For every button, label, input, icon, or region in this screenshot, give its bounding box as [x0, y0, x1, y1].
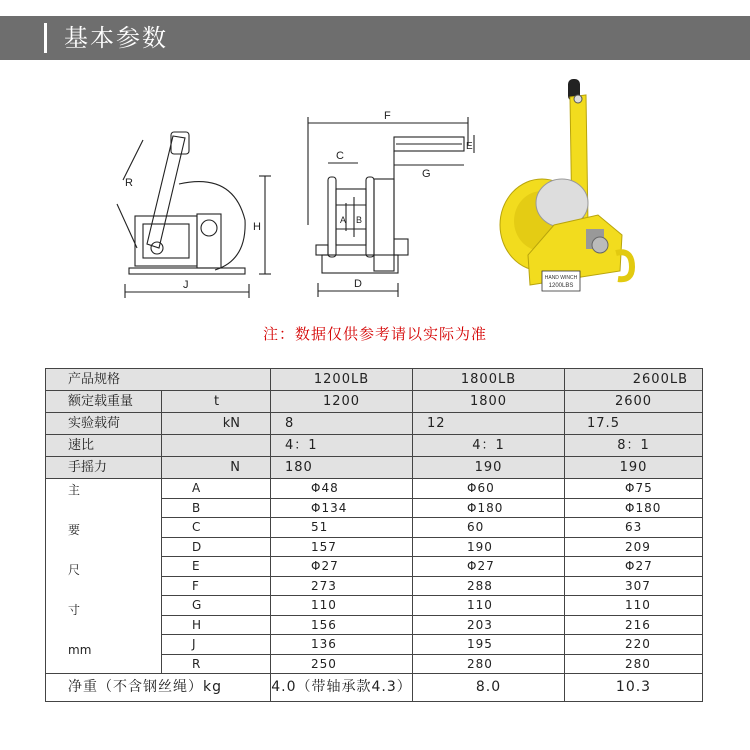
- dimension-value: 51: [271, 518, 413, 538]
- table-row: [46, 391, 703, 413]
- row-value: 1800: [413, 391, 565, 413]
- row-value: 4：1: [413, 435, 565, 457]
- dimension-value: Φ48: [271, 479, 413, 499]
- dimension-value: 195: [413, 635, 565, 655]
- dimension-name: F: [162, 576, 271, 596]
- dimension-name: E: [162, 557, 271, 577]
- section-title: 基本参数: [64, 24, 168, 52]
- weight-row: [46, 674, 703, 702]
- row-label: 额定载重量: [46, 391, 162, 413]
- header-label: 产品规格: [46, 369, 271, 391]
- row-value: 8：1: [565, 435, 703, 457]
- row-unit: t: [162, 391, 271, 413]
- dimension-value: 203: [413, 615, 565, 635]
- dimension-value: 216: [565, 615, 703, 635]
- dimension-value: Φ27: [271, 557, 413, 577]
- dim-label-f: F: [384, 110, 391, 122]
- dimension-row: [46, 479, 703, 499]
- dimension-value: 220: [565, 635, 703, 655]
- plate-line-1: HAND WINCH: [544, 275, 578, 281]
- dimension-value: 136: [271, 635, 413, 655]
- dimension-value: 307: [565, 576, 703, 596]
- table-row: [46, 435, 703, 457]
- dimension-name: B: [162, 498, 271, 518]
- group-char: 要: [68, 522, 81, 537]
- row-label: 实验载荷: [46, 413, 162, 435]
- dimension-name: J: [162, 635, 271, 655]
- dimension-value: 209: [565, 537, 703, 557]
- dimension-value: 157: [271, 537, 413, 557]
- dimension-value: 250: [271, 654, 413, 674]
- winch-front-view-diagram: [300, 105, 480, 305]
- header-col-2600: 2600LB: [565, 369, 703, 391]
- dim-label-c: C: [336, 150, 344, 162]
- dim-label-h: H: [253, 221, 261, 233]
- dimension-name: A: [162, 479, 271, 499]
- weight-label: 净重（不含钢丝绳）kg: [46, 674, 271, 702]
- row-label: 速比: [46, 435, 162, 457]
- dimension-value: 63: [565, 518, 703, 538]
- row-value: 4：1: [271, 435, 413, 457]
- dimension-value: Φ134: [271, 498, 413, 518]
- dimension-value: 288: [413, 576, 565, 596]
- table-row: [46, 413, 703, 435]
- row-value: 180: [271, 457, 413, 479]
- section-header: [0, 16, 750, 60]
- group-char: 尺: [68, 562, 81, 577]
- dimension-value: Φ27: [565, 557, 703, 577]
- dimension-value: Φ75: [565, 479, 703, 499]
- dimension-value: 273: [271, 576, 413, 596]
- disclaimer-note: 注：数据仅供参考请以实际为准: [262, 325, 487, 343]
- dimension-value: 110: [565, 596, 703, 616]
- dimension-value: 60: [413, 518, 565, 538]
- dimension-value: 110: [271, 596, 413, 616]
- dimension-name: H: [162, 615, 271, 635]
- row-value: 1200: [271, 391, 413, 413]
- dimension-name: C: [162, 518, 271, 538]
- row-value: 2600: [565, 391, 703, 413]
- winch-product-photo: [490, 75, 660, 300]
- dimension-value: 110: [413, 596, 565, 616]
- dimension-value: Φ60: [413, 479, 565, 499]
- dim-label-r: R: [125, 177, 133, 189]
- header-col-1200: 1200LB: [271, 369, 413, 391]
- group-char: 主: [68, 483, 81, 497]
- dimension-name: R: [162, 654, 271, 674]
- row-unit: [162, 435, 271, 457]
- dim-label-a: A: [340, 215, 347, 225]
- dim-label-j: J: [183, 279, 189, 291]
- row-value: 190: [565, 457, 703, 479]
- dimension-group-label: [46, 479, 162, 674]
- dimension-name: G: [162, 596, 271, 616]
- dimension-value: Φ180: [565, 498, 703, 518]
- dim-label-g: G: [422, 168, 431, 180]
- dimension-name: D: [162, 537, 271, 557]
- table-row: [46, 457, 703, 479]
- dimension-value: Φ27: [413, 557, 565, 577]
- row-label: 手摇力: [46, 457, 162, 479]
- dimension-value: 156: [271, 615, 413, 635]
- dim-label-d: D: [354, 278, 362, 290]
- header-col-1800: 1800LB: [413, 369, 565, 391]
- winch-side-view-diagram: [115, 120, 275, 305]
- weight-value: 8.0: [413, 674, 565, 702]
- dimension-value: 280: [565, 654, 703, 674]
- row-unit: kN: [162, 413, 271, 435]
- dimension-value: 190: [413, 537, 565, 557]
- row-value: 8: [271, 413, 413, 435]
- row-value: 12: [413, 413, 565, 435]
- dimension-value: Φ180: [413, 498, 565, 518]
- row-value: 17.5: [565, 413, 703, 435]
- dim-label-b: B: [356, 215, 363, 225]
- dim-label-e: E: [466, 141, 473, 152]
- plate-line-2: 1200LBS: [548, 283, 574, 289]
- table-header-row: [46, 369, 703, 391]
- weight-value: 4.0（带轴承款4.3）: [271, 674, 413, 702]
- group-char: mm: [68, 642, 92, 657]
- row-unit: N: [162, 457, 271, 479]
- weight-value: 10.3: [565, 674, 703, 702]
- spec-table: [45, 368, 703, 702]
- header-accent-bar: [44, 23, 47, 53]
- group-char: 寸: [68, 602, 81, 617]
- row-value: 190: [413, 457, 565, 479]
- dimension-value: 280: [413, 654, 565, 674]
